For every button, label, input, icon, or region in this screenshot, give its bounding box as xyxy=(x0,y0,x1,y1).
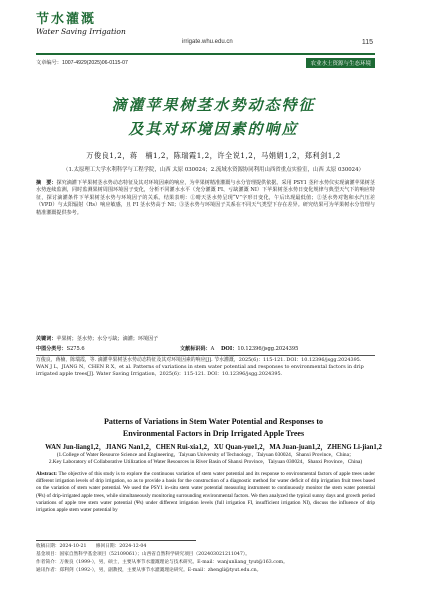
footnote-divider xyxy=(36,540,196,541)
citation-cn: 万俊良，蒋楠，陈瑞霞，等. 滴灌苹果树茎水势动态特征及其对环境因素的响应[J]. 节水灌溉，2025(6)：115-121. DOI：10.12396/jsgg.2024395. xyxy=(36,357,362,363)
footnote-corresponding: 通讯作者：郑利剑（1992-），男，副教授，主要从事节水灌溉理论研究。E-mail：zhengli@tyut.edu.cn。 xyxy=(36,568,262,573)
title-cn-line1: 滴灌苹果树茎水势动态特征 xyxy=(111,96,316,114)
abstract-cn-label: 摘 要： xyxy=(36,180,57,186)
doi-link[interactable]: 10.12396/jsgg.2024395 xyxy=(237,346,299,352)
title-en-line1: Patterns of Variations in Stem Water Potential and Responses to xyxy=(103,417,324,426)
document-code xyxy=(180,345,298,352)
citation-divider xyxy=(36,355,375,356)
authors-cn: 万俊良1,2，蒋 楠1,2，陈瑞霞1,2，许全说1,2，马娟娟1,2，郑利剑1,2 xyxy=(86,151,341,160)
classification-label: 中图分类号： xyxy=(36,346,67,352)
section-badge: 农业水土资源与生态环境 xyxy=(306,58,375,68)
footnote-fund: 基金项目：国家自然科学基金项目（52109061）；山西省自然科学研究项目（202403021211047）。 xyxy=(36,552,250,557)
affiliation-en xyxy=(36,452,375,466)
classification-cn xyxy=(36,345,85,352)
citation-en: WAN J L，JIANG N，CHEN R X，et al. Patterns of variations in stem water potential and responses to environmental factors in drip irrigated apple trees[J]. Water Saving Irrigation，2025(6)：115-121. DOI：10.12396/jsgg.2024395. xyxy=(36,363,364,377)
doi-label: DOI： xyxy=(220,346,238,352)
abstract-en-label: Abstract: xyxy=(36,471,58,477)
abstract-cn xyxy=(36,180,375,217)
keywords-cn xyxy=(36,335,158,342)
keywords-cn-label: 关键词： xyxy=(36,336,57,342)
keywords-cn-text: 苹果树；茎水势；水分亏缺；滴灌；环境因子 xyxy=(56,336,159,342)
article-number: 文章编号：1007-4929(2025)06-0115-07 xyxy=(36,60,128,66)
page-number: 115 xyxy=(361,39,373,46)
classification-text: S275.6 xyxy=(66,346,85,352)
affiliation-en-line1: (1.College of Water Resource Science and Engineering，Taiyuan University of Technology，Taiyuan 030024，Shanxi Province，China； xyxy=(56,452,355,458)
doc-code-label: 文献标识码： xyxy=(180,346,211,352)
abstract-cn-text: 探究滴灌下苹果树茎水势动态特征及其对环境因素的响应，为苹果树精准灌溉与水分管理提供依据。采用 PSY1 茎秆水势仪实现滴灌苹果树茎水势连续监测，同时监测果树周围环境因子变化，分析不同灌水水平（充分灌溉 FI、亏缺灌溉 NI）下苹果树茎水势日变化规律与典型天气下的响应特征，探讨滴灌条件下苹果树茎水势与环境因子的关系。结果表明：①晴天茎水势呈现“V”字形日变化，午后出现最低值；②茎水势对饱和水汽压差（VPD）与太阳辐射（Rs）响应敏感，且 FI 茎水势高于 NI；③茎水势与环境因子关系在不同天气类型下存在差异。研究结果可为苹果树水分管理与精准灌溉提供参考。 xyxy=(36,180,375,216)
footnote-received: 收稿日期：2024-10-21 修回日期：2024-12-04 xyxy=(36,544,147,549)
title-en-line2: Environmental Factors in Drip Irrigated Apple Trees xyxy=(122,429,305,438)
journal-title-cn: 节水灌溉 xyxy=(36,12,97,27)
affiliation-cn: （1.太原理工大学水利科学与工程学院，山西 太原 030024；2.流域水资源协同利用山西省重点实验室，山西 太原 030024） xyxy=(63,167,364,173)
abstract-en xyxy=(36,471,375,514)
title-cn-line2: 及其对环境因素的响应 xyxy=(128,120,299,138)
abstract-en-text: The objective of this study is to explore the continuous variation of stem water potential and its response to environmental factors of apple trees under different irrigation levels of drip irrigation, so as to provide a basis for the construction of a diagnostic method for water deficit of drip irrigation fruit trees based on the variation of stem water potential. We used the PSY1 in-situ stem water potential measuring instrument to continuously monitor the stem water potential (Ψs) of drip-irrigated apple trees, while simultaneously monitoring surrounding environmental factors. We then analyzed the typical sunny days and growth period variations of apple tree stem water potential (Ψs) under different irrigation levels (full irrigation FI, insufficient irrigation NI), discuss the influence of drip irrigation apple stem water potential by xyxy=(36,471,376,514)
footnote-author: 作者简介：万俊良（1999-），男，硕士，主要从事节水灌溉理论与技术研究。E-mail：wanjunliang_tyut@163.com。 xyxy=(36,560,288,565)
journal-website[interactable]: irrigate.whu.edu.cn xyxy=(182,39,233,45)
header-divider xyxy=(36,53,375,55)
citation-block xyxy=(36,357,375,377)
journal-title-en: Water Saving Irrigation xyxy=(36,27,126,36)
doc-code-text: A xyxy=(210,346,215,352)
affiliation-en-line2: 2.Key Laboratory of Collaborative Utilization of Water Resources in River Basin of Shanxi Province，Taiyuan 030024，Shanxi Province，China) xyxy=(48,459,363,466)
authors-en: WAN Jun-liang1,2，JIANG Nan1,2，CHEN Rui-xia1,2，XU Quan-yue1,2，MA Juan-juan1,2，ZHENG Li-jian1,2 xyxy=(45,444,382,451)
